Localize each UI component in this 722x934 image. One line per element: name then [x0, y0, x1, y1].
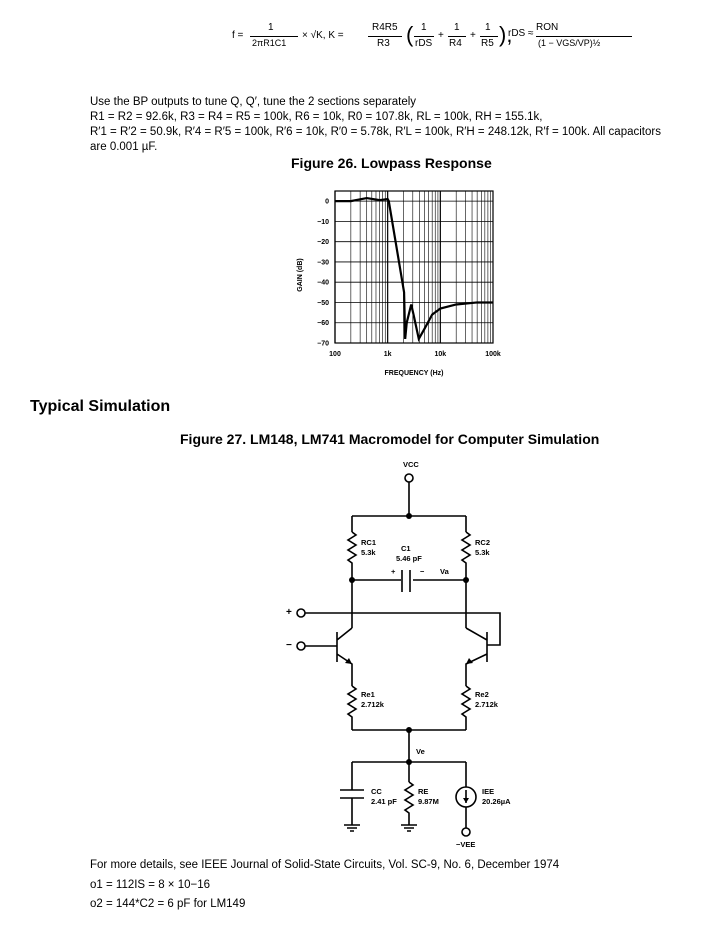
rds-num: RON: [536, 22, 559, 33]
formula: f = 1 2πR1C1 × √K, K = R4R5 R3 ( 1 rDS + 1 R4 + 1 R5 ), rDS ≈ RON (1 − VGS/VP)½: [232, 20, 592, 70]
ground-icon: [401, 825, 417, 831]
label-re: RE: [418, 787, 429, 796]
q1-transistor: [337, 628, 352, 686]
label-vcc: VCC: [403, 460, 419, 469]
t1-den: rDS: [415, 38, 433, 49]
x-axis-label: FREQUENCY (Hz): [384, 370, 444, 377]
y-tick-label: −30: [317, 259, 329, 267]
footer-line-3: o2 = 144*C2 = 6 pF for LM149: [90, 898, 246, 910]
label-vee: −VEE: [456, 840, 476, 849]
label-cap-plus: +: [391, 567, 396, 576]
label-c1-value: 5.46 pF: [396, 554, 422, 563]
y-tick-label: −60: [317, 320, 329, 328]
label-iee-value: 20.26µA: [482, 797, 511, 806]
body-line-2: R1 = R2 = 92.6k, R3 = R4 = R5 = 100k, R6 = 10k, R0 = 107.8k, RL = 100k, RH = 155.1k,: [90, 111, 543, 123]
rc2-resistor: [462, 532, 470, 580]
label-re2-value: 2.712k: [475, 700, 498, 709]
t1-num: 1: [421, 22, 427, 33]
plus-input-terminal: [297, 609, 305, 617]
label-re1-value: 2.712k: [361, 700, 384, 709]
re1-resistor: [348, 686, 356, 730]
y-tick-label: −70: [317, 340, 329, 348]
section-heading: Typical Simulation: [30, 398, 171, 415]
footer-line-2: o1 = 112IS = 8 × 10−16: [90, 879, 211, 891]
rc1-resistor: [348, 532, 356, 580]
body-line-1: Use the BP outputs to tune Q, Q′, tune the 2 sections separately: [90, 96, 417, 108]
footer-line-1: For more details, see IEEE Journal of Solid-State Circuits, Vol. SC-9, No. 6, December 1974: [90, 859, 560, 871]
q2-transistor: [466, 628, 487, 686]
label-iee: IEE: [482, 787, 495, 796]
y-tick-label: 0: [325, 198, 329, 206]
label-c1: C1: [401, 544, 411, 553]
t3-den: R5: [481, 38, 494, 49]
rds-den: (1 − VGS/VP)½: [538, 38, 601, 48]
label-re1: Re1: [361, 690, 375, 699]
x-tick-label: 100: [329, 351, 341, 358]
k-lhs: × √K, K =: [302, 30, 344, 41]
label-cc-value: 2.41 pF: [371, 797, 397, 806]
label-rc2: RC2: [475, 538, 491, 547]
figure-26-title: Figure 26. Lowpass Response: [291, 155, 492, 171]
f-den: 2πR1C1: [252, 38, 287, 48]
label-ve: Ve: [416, 747, 425, 756]
label-cap-minus: −: [420, 567, 425, 576]
label-rc1-value: 5.3k: [361, 548, 376, 557]
t2-num: 1: [454, 22, 460, 33]
k-den: R3: [377, 38, 390, 49]
cc-capacitor: [340, 790, 364, 798]
rds-lhs: rDS ≈: [508, 28, 534, 39]
label-in-minus: −: [286, 640, 292, 651]
y-tick-label: −10: [317, 218, 329, 226]
vee-terminal: [462, 828, 470, 836]
x-tick-label: 100k: [485, 351, 501, 358]
re-resistor: [405, 782, 413, 825]
body-line-4: are 0.001 µF.: [90, 141, 158, 153]
label-re-value: 9.87M: [418, 797, 439, 806]
label-va: Va: [440, 567, 449, 576]
y-tick-label: −50: [317, 299, 329, 307]
c1-capacitor: [402, 570, 410, 592]
y-tick-label: −40: [317, 279, 329, 287]
k-num: R4R5: [372, 22, 398, 33]
label-cc: CC: [371, 787, 382, 796]
re2-resistor: [462, 686, 470, 730]
figure-27-title: Figure 27. LM148, LM741 Macromodel for Computer Simulation: [180, 431, 600, 447]
minus-input-terminal: [297, 642, 305, 650]
x-tick-label: 10k: [434, 351, 447, 358]
t3-num: 1: [485, 22, 491, 33]
y-axis-label: GAIN (dB): [297, 258, 304, 292]
label-re2: Re2: [475, 690, 489, 699]
f-lhs: f =: [232, 30, 244, 41]
t2-den: R4: [449, 38, 462, 49]
label-rc2-value: 5.3k: [475, 548, 490, 557]
body-line-3: R′1 = R′2 = 50.9k, R′4 = R′5 = 100k, R′6 = 10k, R′0 = 5.78k, R′L = 100k, R′H = 248.12k, R′f = 100k. All capacitors: [90, 126, 661, 138]
ground-icon: [344, 825, 360, 831]
y-tick-label: −20: [317, 239, 329, 247]
label-in-plus: +: [286, 607, 292, 618]
vcc-terminal: [405, 474, 413, 482]
label-rc1: RC1: [361, 538, 377, 547]
x-tick-label: 1k: [383, 351, 392, 358]
f-num: 1: [268, 22, 274, 33]
